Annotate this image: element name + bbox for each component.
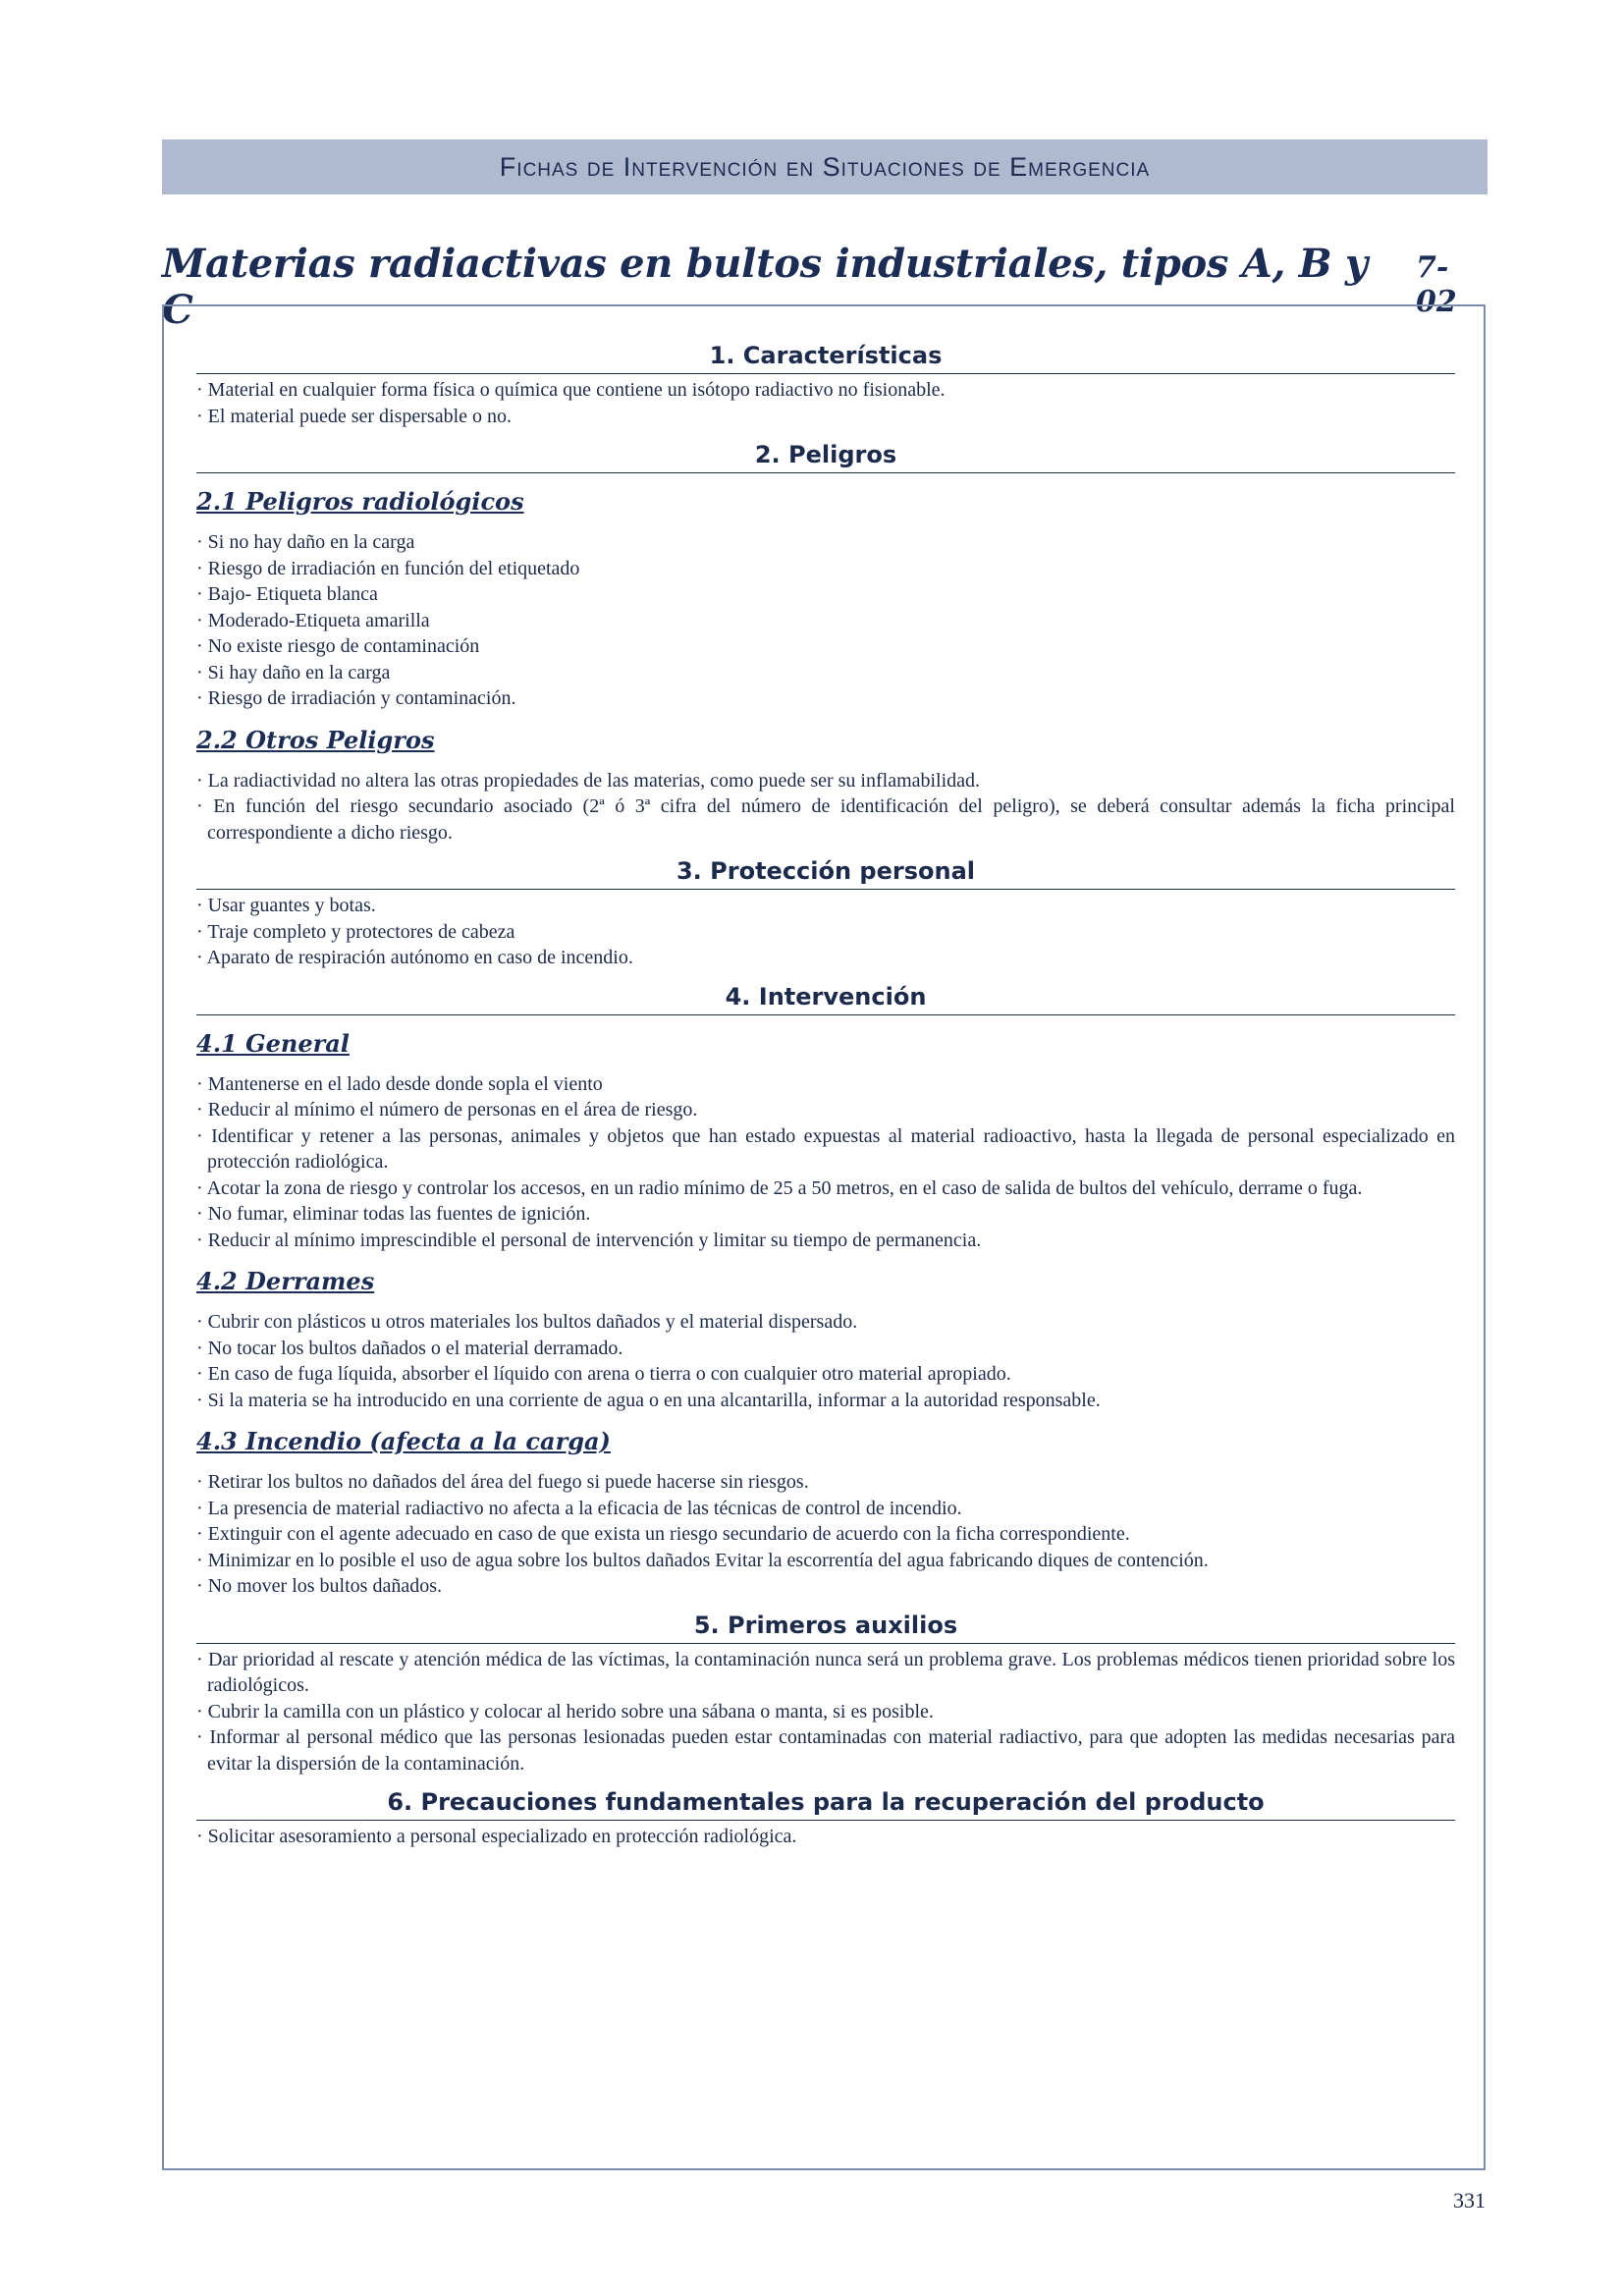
list-item: · Reducir al mínimo el número de personas en el área de riesgo. <box>196 1097 1455 1123</box>
list-item: · Dar prioridad al rescate y atención médica de las víctimas, la contaminación nunca será un problema grave. Los problemas médicos tienen prioridad sobre los radiológicos. <box>196 1647 1455 1699</box>
section-title-peligros: 2. Peligros <box>196 441 1455 473</box>
list-item: · No tocar los bultos dañados o el material derramado. <box>196 1336 1455 1362</box>
list-item: · Usar guantes y botas. <box>196 893 1455 919</box>
list-precauciones <box>196 1824 1455 1850</box>
page-number: 331 <box>1453 2188 1486 2213</box>
list-item: · No fumar, eliminar todas las fuentes de ignición. <box>196 1201 1455 1228</box>
list-item: · Cubrir la camilla con un plástico y colocar al herido sobre una sábana o manta, si es posible. <box>196 1699 1455 1725</box>
subsection-title-derrames: 4.2 Derrames <box>196 1267 375 1295</box>
header-title: Fichas de Intervención en Situaciones de Emergencia <box>499 151 1151 182</box>
document-title: Materias radiactivas en bultos industriales, tipos A, B y C <box>162 241 1368 333</box>
list-proteccion-personal <box>196 893 1455 971</box>
list-otros-peligros <box>196 768 1455 847</box>
list-incendio <box>196 1469 1455 1600</box>
subsection-title-general: 4.1 General <box>196 1028 350 1058</box>
subsection-title-peligros-radiologicos: 2.1 Peligros radiológicos <box>196 487 524 516</box>
section-title-caracteristicas: 1. Características <box>196 342 1455 374</box>
list-item: · Aparato de respiración autónomo en caso de incendio. <box>196 945 1455 971</box>
list-item: · Riesgo de irradiación y contaminación. <box>196 685 1455 712</box>
list-item: · Minimizar en lo posible el uso de agua sobre los bultos dañados Evitar la escorrentía del agua fabricando diques de contención. <box>196 1548 1455 1574</box>
list-item: · Retirar los bultos no dañados del área del fuego si puede hacerse sin riesgos. <box>196 1469 1455 1496</box>
list-item: · Identificar y retener a las personas, animales y objetos que han estado expuestas al material radioactivo, hasta la llegada de personal especializado en protección radiológica. <box>196 1123 1455 1175</box>
list-item: · La radiactividad no altera las otras propiedades de las materias, como puede ser su inflamabilidad. <box>196 768 1455 794</box>
subsection-title-incendio: 4.3 Incendio (afecta a la carga) <box>196 1427 611 1455</box>
list-item: · Traje completo y protectores de cabeza <box>196 919 1455 946</box>
list-item: · Moderado-Etiqueta amarilla <box>196 608 1455 634</box>
list-item: · No mover los bultos dañados. <box>196 1573 1455 1600</box>
list-item: · Reducir al mínimo imprescindible el personal de intervención y limitar su tiempo de permanencia. <box>196 1228 1455 1254</box>
list-primeros-auxilios <box>196 1647 1455 1777</box>
list-item: · Mantenerse en el lado desde donde sopla el viento <box>196 1071 1455 1098</box>
list-item: · Bajo- Etiqueta blanca <box>196 581 1455 608</box>
list-item: · Extinguir con el agente adecuado en caso de que exista un riesgo secundario de acuerdo con la ficha correspondiente. <box>196 1521 1455 1548</box>
list-derrames <box>196 1309 1455 1413</box>
list-item: · Solicitar asesoramiento a personal especializado en protección radiológica. <box>196 1824 1455 1850</box>
list-item: · Acotar la zona de riesgo y controlar los accesos, en un radio mínimo de 25 a 50 metros, en el caso de salida de bultos del vehículo, derrame o fuga. <box>196 1175 1455 1202</box>
list-item: · Material en cualquier forma física o química que contiene un isótopo radiactivo no fisionable. <box>196 377 1455 404</box>
list-item: · No existe riesgo de contaminación <box>196 633 1455 660</box>
list-item: · Informar al personal médico que las personas lesionadas pueden estar contaminadas con material radiactivo, para que adopten las medidas necesarias para evitar la dispersión de la contaminación. <box>196 1724 1455 1777</box>
list-caracteristicas <box>196 377 1455 429</box>
header-band <box>162 139 1488 194</box>
list-general <box>196 1071 1455 1254</box>
section-title-primeros-auxilios: 5. Primeros auxilios <box>196 1612 1455 1644</box>
list-peligros-radiologicos <box>196 529 1455 712</box>
list-item: · Si la materia se ha introducido en una corriente de agua o en una alcantarilla, informar a la autoridad responsable. <box>196 1388 1455 1414</box>
section-title-intervencion: 4. Intervención <box>196 983 1455 1015</box>
list-item: · Cubrir con plásticos u otros materiales los bultos dañados y el material dispersado. <box>196 1309 1455 1336</box>
content <box>196 330 1455 1850</box>
list-item: · La presencia de material radiactivo no afecta a la eficacia de las técnicas de control de incendio. <box>196 1496 1455 1522</box>
list-item: · Si hay daño en la carga <box>196 660 1455 686</box>
list-item: · Riesgo de irradiación en función del etiquetado <box>196 556 1455 582</box>
document-code: 7-02 <box>1416 250 1457 319</box>
section-title-precauciones: 6. Precauciones fundamentales para la recuperación del producto <box>196 1788 1455 1821</box>
list-item: · En caso de fuga líquida, absorber el líquido con arena o tierra o con cualquier otro material apropiado. <box>196 1361 1455 1388</box>
list-item: · El material puede ser dispersable o no. <box>196 404 1455 430</box>
subsection-title-otros-peligros: 2.2 Otros Peligros <box>196 725 435 754</box>
list-item: · Si no hay daño en la carga <box>196 529 1455 556</box>
title-row <box>162 241 1488 333</box>
list-item: · En función del riesgo secundario asociado (2ª ó 3ª cifra del número de identificación del peligro), se deberá consultar además la ficha principal correspondiente a dicho riesgo. <box>196 793 1455 846</box>
section-title-proteccion-personal: 3. Protección personal <box>196 857 1455 890</box>
